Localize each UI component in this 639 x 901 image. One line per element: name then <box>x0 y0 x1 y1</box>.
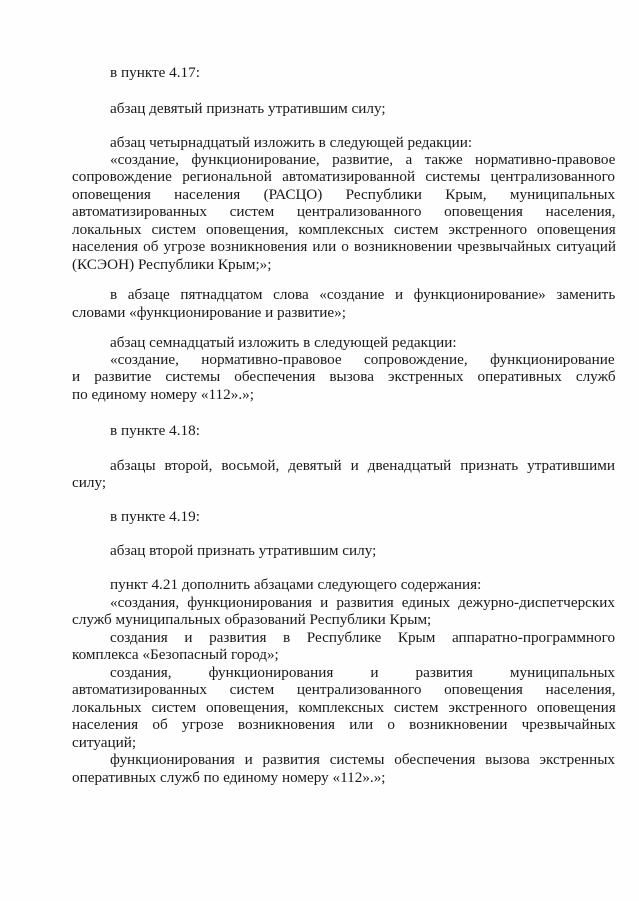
paragraph: абзац четырнадцатый изложить в следующей редакции: <box>110 134 473 151</box>
section-heading-4-17: в пункте 4.17: <box>110 64 200 81</box>
quoted-text-line: населения об угрозе возникновения или о возникновении чрезвычайных ситуаций <box>72 238 617 255</box>
quoted-text-line: сопровождение региональной автоматизированной системы централизованного <box>72 168 616 185</box>
quoted-text-line: населения об угрозе возникновения или о возникновении чрезвычайных <box>72 716 616 733</box>
quoted-text-line: комплекса «Безопасный город»; <box>72 646 279 663</box>
quoted-text-line: «создание, функционирование, развитие, а также нормативно-правовое <box>110 151 616 168</box>
paragraph-line: силу; <box>72 474 107 491</box>
quoted-text-line: создания и развития в Республике Крым аппаратно-программного <box>110 629 616 646</box>
quoted-text-line: автоматизированных систем централизованного оповещения населения, <box>72 681 616 698</box>
paragraph: абзац девятый признать утратившим силу; <box>110 100 386 117</box>
paragraph-line: словами «функционирование и развитие»; <box>72 304 346 321</box>
quoted-text-line: «создания, функционирования и развития единых дежурно-диспетчерских <box>110 594 615 611</box>
quoted-text-line: служб муниципальных образований Республики Крым; <box>72 611 432 628</box>
quoted-text-line: создания, функционирования и развития муниципальных <box>110 664 616 681</box>
quoted-text-line: по единому номеру «112».»; <box>72 386 254 403</box>
paragraph: абзац второй признать утратившим силу; <box>110 542 377 559</box>
quoted-text-line: «создание, нормативно-правовое сопровождение, функционирование <box>110 351 615 368</box>
quoted-text-line: и развитие системы обеспечения вызова экстренных оперативных служб <box>72 368 616 385</box>
paragraph-line: в абзаце пятнадцатом слова «создание и функционирование» заменить <box>110 286 616 303</box>
quoted-text-line: автоматизированных систем централизованного оповещения населения, <box>72 203 616 220</box>
quoted-text-line: ситуаций; <box>72 734 137 751</box>
quoted-text-line: оперативных служб по единому номеру «112».»; <box>72 769 386 786</box>
quoted-text-line: функционирования и развития системы обеспечения вызова экстренных <box>110 751 616 768</box>
quoted-text-line: локальных систем оповещения, комплексных систем экстренного оповещения <box>72 699 616 716</box>
quoted-text-line: локальных систем оповещения, комплексных систем экстренного оповещения <box>72 221 616 238</box>
quoted-text-line: оповещения населения (РАСЦО) Республики Крым, муниципальных <box>72 186 616 203</box>
quoted-text-line: (КСЭОН) Республики Крым;»; <box>72 256 272 273</box>
paragraph: абзац семнадцатый изложить в следующей редакции: <box>110 334 457 351</box>
paragraph-line: абзацы второй, восьмой, девятый и двенадцатый признать утратившими <box>110 457 615 474</box>
section-heading-4-19: в пункте 4.19: <box>110 508 200 525</box>
section-heading-4-18: в пункте 4.18: <box>110 422 200 439</box>
paragraph: пункт 4.21 дополнить абзацами следующего содержания: <box>110 576 482 593</box>
